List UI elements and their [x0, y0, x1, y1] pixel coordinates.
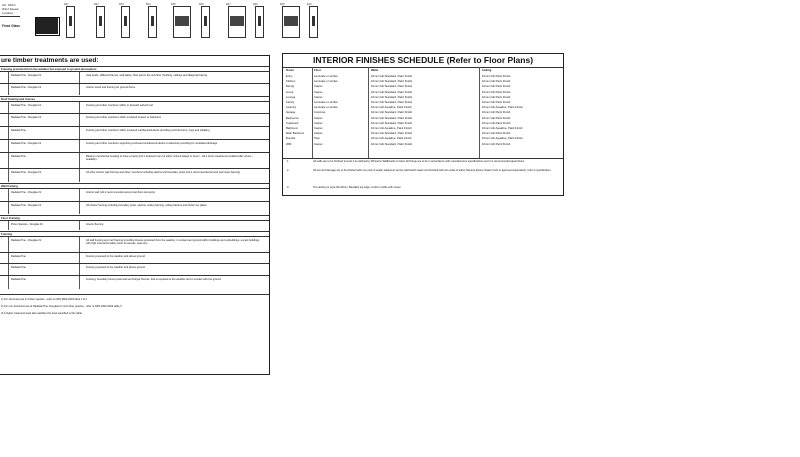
timber-use: Interior flooring [86, 223, 104, 226]
door-label: D09 [280, 3, 285, 6]
ceiling-cell: 10mm Gib Paint Finish [482, 74, 511, 78]
row-divider [79, 140, 80, 152]
ceiling-cell: 10mm Gib Aqualine, Paint Finish [482, 105, 523, 110]
walls-cell: 10mm Gib Standard, Paint Finish [371, 120, 413, 125]
header-floor: Floor [314, 68, 321, 72]
timber-row [0, 83, 269, 95]
strip-label-1: AU: S10m [2, 3, 16, 7]
walls-cell: 10mm Gib Standard, Paint Finish [371, 131, 413, 136]
ceiling-cell: 10mm Gib Paint Finish [482, 100, 511, 104]
timber-use: Framing exposed to the weather and above ground [86, 255, 145, 258]
timber-row [0, 152, 269, 168]
finishes-row [283, 142, 563, 146]
row-divider [79, 72, 80, 83]
room-cell: Kitchen [286, 79, 296, 84]
room-cell: WIR [286, 141, 292, 146]
finishes-row [283, 84, 563, 88]
timber-use: Framing and other members supporting enclosed cantilevered decks or balconies providing for ventilated drainage [86, 142, 218, 145]
timber-species: Radiata Pine - Douglas Fir [11, 86, 42, 89]
row-marker-cell [0, 202, 9, 214]
timber-species: Radiata Pine - Douglas Fir [11, 239, 42, 242]
strip-label-3: Location [2, 11, 14, 15]
note-number: 1. [287, 160, 290, 163]
row-divider [79, 169, 80, 182]
room-cell: Lounge [286, 94, 296, 99]
floor-cell: Laminate or similar [314, 79, 338, 84]
header-ceiling: Ceiling [482, 68, 492, 72]
timber-species: Radiata Pine - Douglas Fir [11, 104, 42, 107]
door-glass-icon [284, 16, 298, 26]
finishes-row [283, 136, 563, 140]
door-glass-icon [69, 16, 72, 26]
finishes-row [283, 100, 563, 104]
walls-cell: 10mm Gib Aqualine, Paint Finish [371, 105, 412, 110]
timber-row [0, 139, 269, 152]
walls-cell: 10mm Gib Standard, Paint Finish [371, 100, 413, 104]
row-marker-cell [0, 237, 9, 252]
finishes-note [283, 158, 563, 168]
timber-use: Framing exposed to the weather and above ground [86, 266, 145, 269]
door-icon [309, 6, 318, 38]
row-divider [79, 237, 80, 252]
timber-section-heading: Floor Framing [0, 215, 269, 220]
timber-use: Framing and other members within enclosed trusses or balconies [86, 116, 161, 119]
row-divider [79, 276, 80, 289]
interior-finishes-table [282, 53, 564, 196]
walls-cell: 10mm Gib Standard, Paint Finish [371, 115, 413, 120]
finishes-row [283, 74, 563, 78]
timber-row [0, 71, 269, 83]
timber-use: Framing, boundary fence posts and wet fixings/ fixtures, that is exposed to the weather and in contact with the ground [86, 278, 221, 281]
floor-cell: Carpet [314, 131, 323, 136]
row-marker-cell [0, 221, 9, 230]
ceiling-cell: 10mm Gib Aqualine, Paint Finish [482, 126, 523, 130]
finishes-row [283, 95, 563, 99]
timber-species: Radiata Pine - Douglas Fir [11, 171, 42, 174]
notes-divider [0, 294, 269, 295]
door-label: D04 [146, 3, 151, 6]
ceiling-cell: 10mm Gib Paint Finish [482, 131, 511, 136]
room-cell: Main Bedroom [286, 131, 305, 136]
door-glass-icon [312, 16, 315, 26]
door-label: D01 [64, 3, 69, 6]
row-marker-cell [0, 189, 9, 201]
door-label: D05 [171, 3, 176, 6]
timber-use: Framing and other members within enclosed cantilevered decks providing roof bitumens, rings and cladding [86, 129, 210, 132]
door-label: D03 [119, 3, 124, 6]
walls-cell: 10mm Gib Standard, Paint Finish [371, 94, 413, 99]
floor-cell: Laminate or similar [314, 74, 338, 78]
timber-species: Radiata Pine [11, 155, 26, 158]
timber-species: Radiata Pine - Douglas Fir [11, 191, 42, 194]
finishes-title: INTERIOR FINISHES SCHEDULE (Refer to Floor Plans) [283, 54, 563, 68]
note-text: All wet and damage are to be finished with one coat of sealer elastomer acrylic wall board sealer and finished with two coats of either Resene Zylone Space (C22 or approved equivalent), refer to specification. [313, 169, 552, 172]
ceiling-cell: 10mm Gib Paint Finish [482, 84, 511, 89]
strip-label-2: Wind Speed [2, 7, 19, 11]
room-cell: Entry [286, 74, 293, 78]
floor-cell: Carpet [314, 115, 323, 120]
timber-use: All interior framing including boundary joists, sarkins, ceiling framing, ceiling battens and timber top plates [86, 204, 207, 207]
door-glass-icon [124, 16, 127, 26]
ceiling-cell: 10mm Gib Paint Finish [482, 89, 511, 94]
door-icon [148, 6, 157, 38]
floor-cell: Concrete [314, 110, 326, 115]
timber-row [0, 263, 269, 275]
row-marker-cell [0, 169, 9, 182]
row-marker-cell [0, 102, 9, 113]
door-icon [173, 6, 191, 38]
timber-species: Radiata Pine - Douglas Fir [11, 142, 42, 145]
room-cell: Garage [286, 110, 296, 115]
door-label: D02 [94, 3, 99, 6]
timber-species: Radiata Pine [11, 255, 26, 258]
door-label: D08 [253, 3, 258, 6]
room-cell: Bedrooms [286, 115, 299, 120]
door-glass-icon [204, 16, 207, 26]
timber-use: Interior wood and framing for ground floors [86, 86, 136, 89]
row-marker-cell [0, 153, 9, 168]
timber-use: All other interior wall framing and other members including sarkins and boundary joists (H1.2 recommended around perimeter framing) [86, 171, 241, 174]
timber-use: Jack studs, stiffened frames, wall plates, floor joist in the sub floor, finishing, nailings and diagonal bracing [86, 74, 208, 77]
row-divider [79, 84, 80, 95]
note-number: 3. [287, 186, 290, 189]
timber-species: Radiata Pine - Douglas Fir [11, 204, 42, 207]
room-cell: Living [286, 89, 294, 94]
timber-species: Radiata Pine - Douglas Fir [11, 74, 42, 77]
row-divider [79, 221, 80, 230]
floor-cell: Carpet [314, 94, 323, 99]
floor-cell: Carpet [314, 141, 323, 146]
timber-row [0, 101, 269, 113]
strip-divider [0, 16, 20, 17]
ceiling-cell: 10mm Gib Paint Finish [482, 120, 511, 125]
timber-species: Radiata Pine [11, 278, 26, 281]
finishes-header-row [283, 68, 563, 72]
door-glass-icon [230, 16, 244, 26]
walls-cell: 10mm Gib Aqualine, Paint Finish [371, 126, 412, 130]
schedule-strip [0, 0, 330, 40]
timber-treatment-table [0, 55, 270, 375]
door-icon [66, 6, 75, 38]
fixed-glass-label: Fixed Glass [2, 24, 20, 28]
door-label: D10 [307, 3, 312, 6]
ceiling-cell: 10mm Gib Paint Finish [482, 141, 511, 146]
floor-cell: Tiles [314, 136, 320, 141]
floor-cell: Carpet [314, 126, 323, 130]
walls-cell: 10mm Gib Standard, Paint Finish [371, 79, 413, 84]
door-glass-icon [99, 16, 102, 26]
row-divider [79, 127, 80, 139]
timber-use: All wall framing and roof framing providing trusses protected from the weather, in contact and ground within buildings and outbuildings, except buildings with high internal humidity (such as saunas, spas etc) [86, 239, 260, 246]
floor-cell: Laminate or similar [314, 105, 338, 110]
floor-cell: Carpet [314, 120, 323, 125]
note-number: 2. [287, 169, 290, 172]
timber-row [0, 168, 269, 182]
timber-section-heading: Framing [0, 231, 269, 236]
timber-table-title: ure timber treatments are used: [1, 57, 99, 64]
walls-cell: 10mm Gib Standard, Paint Finish [371, 110, 413, 115]
timber-species: Radiata Pine [11, 266, 26, 269]
finishes-note [283, 168, 563, 185]
room-cell: Bathroom [286, 126, 299, 130]
timber-note: 3) A higher treatment level also satisfies the level specified in this table [1, 312, 82, 315]
row-marker-cell [0, 253, 9, 263]
ceiling-cell: 10mm Gib Paint Finish [482, 110, 511, 115]
row-divider [79, 253, 80, 263]
room-cell: Laundry [286, 105, 297, 110]
ceiling-cell: 10mm Gib Aqualine, Paint Finish [482, 136, 523, 141]
walls-cell: 10mm Gib Standard, Paint Finish [371, 89, 413, 94]
timber-row [0, 126, 269, 139]
room-cell: Family [286, 100, 295, 104]
timber-row [0, 201, 269, 214]
door-icon [96, 6, 105, 38]
note-text: All walls are to be finished to level 4 as defined by Winstone Wallboards Limited. All fixings are to be in accordance with manufacturers specifications and it is recommended glued fixed. [313, 160, 525, 163]
timber-row [0, 113, 269, 126]
finishes-row [283, 105, 563, 109]
finishes-row [283, 126, 563, 130]
row-divider [79, 153, 80, 168]
door-glass-icon [258, 16, 261, 26]
finishes-row [283, 121, 563, 125]
finishes-row [283, 110, 563, 114]
walls-cell: 10mm Gib Standard, Paint Finish [371, 141, 413, 146]
door-icon [121, 6, 130, 38]
room-cell: Cupboard [286, 120, 299, 125]
floor-cell: Carpet [314, 84, 323, 89]
row-marker-cell [0, 84, 9, 95]
fixed-glass-box-outline [35, 17, 60, 36]
finishes-row [283, 116, 563, 120]
row-marker-cell [0, 127, 9, 139]
row-marker-cell [0, 140, 9, 152]
finishes-row [283, 131, 563, 135]
row-marker-cell [0, 264, 9, 275]
timber-species: Radiata Pine - Douglas Fir [11, 116, 42, 119]
header-walls: Walls [371, 68, 379, 72]
row-divider [79, 189, 80, 201]
finishes-row [283, 79, 563, 83]
timber-species: Radiata Pine [11, 129, 26, 132]
timber-section-heading: Wall framing [0, 183, 269, 188]
floor-cell: Laminate or similar [314, 100, 338, 104]
timber-row [0, 220, 269, 230]
timber-row [0, 236, 269, 252]
finishes-note [283, 185, 563, 195]
door-label: D06 [199, 3, 204, 6]
ceiling-cell: 10mm Gib Paint Finish [482, 94, 511, 99]
finishes-row [283, 90, 563, 94]
timber-note: 2) For non-structural use of Radiata Pine, Douglas Fir and other species - refer to NZS 3602:2003 table 3 [1, 305, 122, 308]
timber-species: Pinus Species - Douglas Fir [11, 223, 44, 226]
door-glass-icon [151, 16, 154, 26]
timber-row [0, 188, 269, 201]
note-text: The skirting is to be 60x10mm, Bevelled top edge, confirm profile with owner. [313, 186, 402, 189]
room-cell: Ensuite [286, 136, 296, 141]
door-icon [201, 6, 210, 38]
door-icon [282, 6, 300, 38]
walls-cell: 10mm Gib Standard, Paint Finish [371, 74, 413, 78]
timber-use: Interior wall (H1.2 recommended around wet floor elements) [86, 191, 156, 194]
row-marker-cell [0, 72, 9, 83]
row-marker-cell [0, 276, 9, 289]
ceiling-cell: 10mm Gib Paint Finish [482, 115, 511, 120]
door-glass-icon [175, 16, 189, 26]
door-label: D07 [226, 3, 231, 6]
door-icon [228, 6, 246, 38]
room-cell: Dining [286, 84, 294, 89]
timber-note: 1) For structural use in timber species - refer to NZS 3602:2003 table 1 & 2 [1, 298, 87, 301]
row-marker-cell [0, 114, 9, 126]
walls-cell: 10mm Gib Standard, Paint Finish [371, 84, 413, 89]
timber-row [0, 252, 269, 263]
floor-cell: Carpet [314, 89, 323, 94]
row-divider [79, 264, 80, 275]
timber-section-heading: Framing protected from the weather but exposed to ground atmosphere [0, 66, 269, 71]
ceiling-cell: 10mm Gib Paint Finish [482, 79, 511, 84]
timber-use: Framing and other members within or beneath sarked roof [86, 104, 153, 107]
timber-row [0, 275, 269, 289]
door-icon [255, 6, 264, 38]
row-divider [79, 102, 80, 113]
walls-cell: 10mm Gib Aqualine, Paint Finish [371, 136, 412, 141]
timber-section-heading: Roof framing and trusses [0, 96, 269, 101]
timber-use: Battens unprotected needing to have a cavity (H3.1 treatment can be either solvent based or boron - H3.1 boron treatments enabled after primer - sealable) [86, 155, 254, 162]
header-room: Room [286, 68, 294, 72]
row-divider [79, 202, 80, 214]
row-divider [79, 114, 80, 126]
